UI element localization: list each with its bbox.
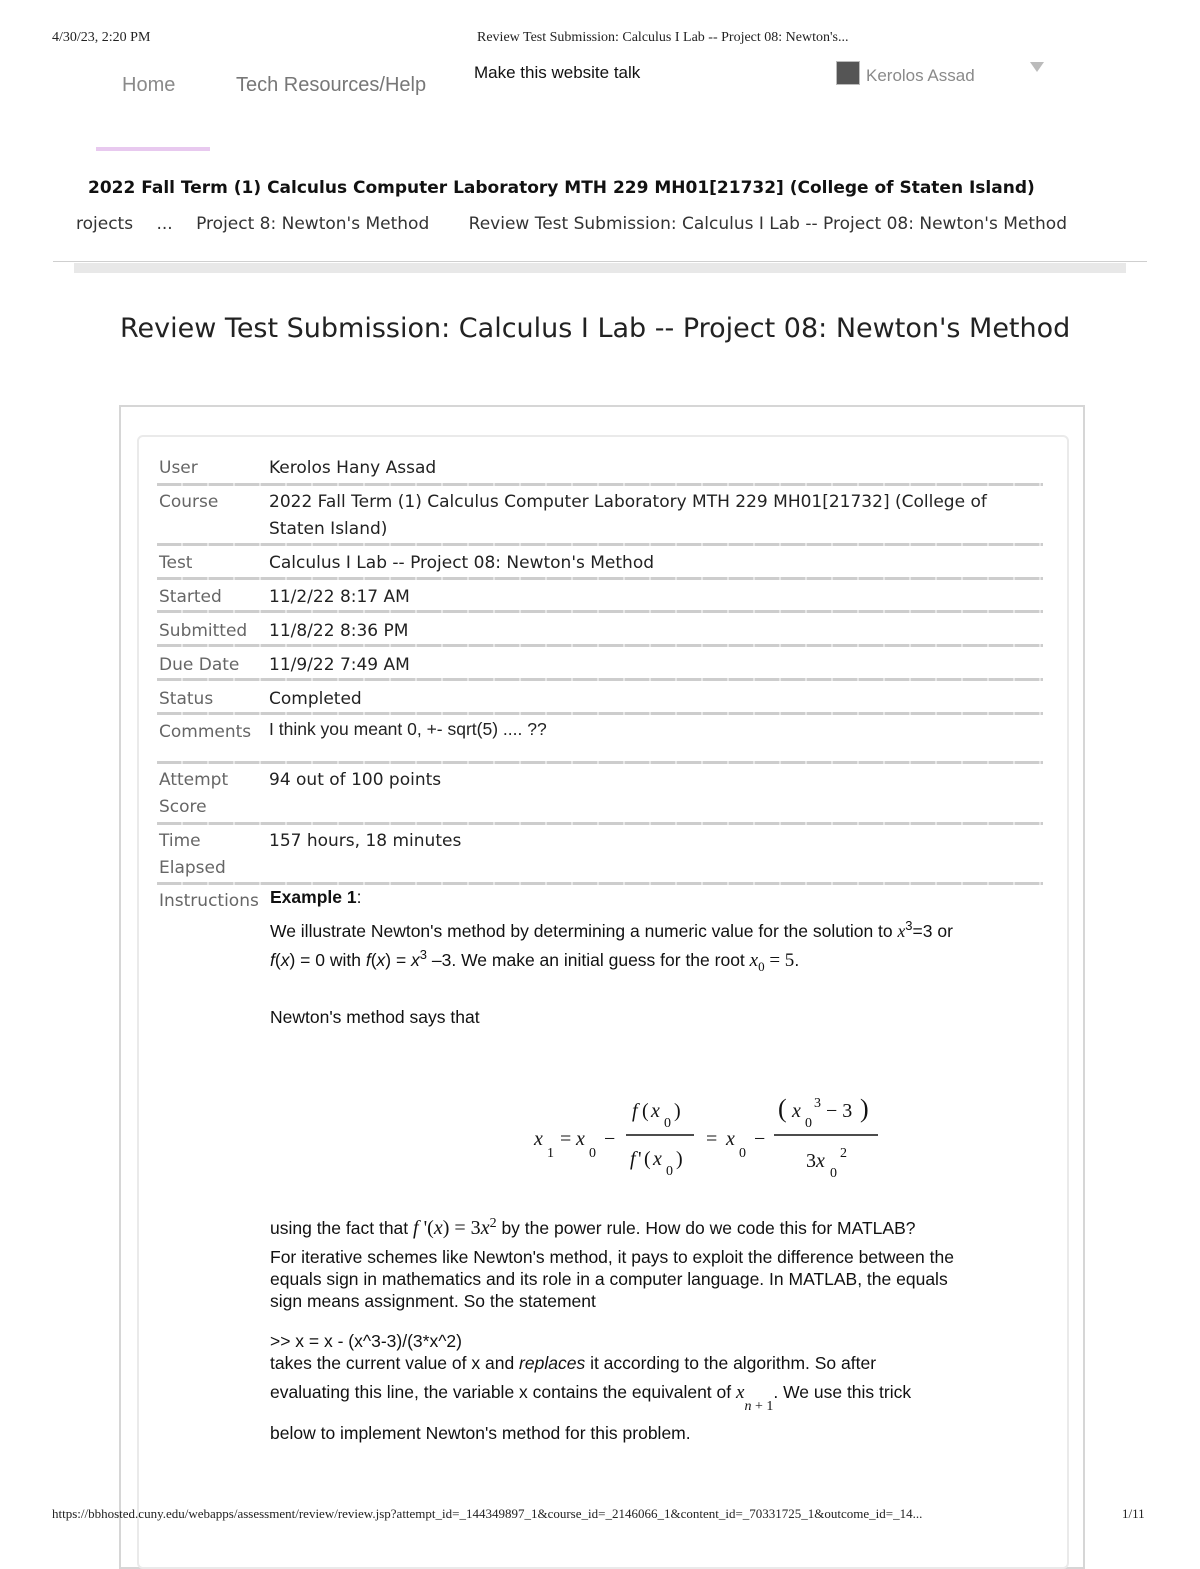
svg-text:0: 0: [739, 1146, 746, 1161]
instructions-paragraph-1-line1: We illustrate Newton's method by determining a numeric value for the solution to $x^3=3$ or: [270, 918, 953, 941]
matlab-code-line: >> x = x - (x^3-3)/(3*x^2): [270, 1331, 462, 1351]
nav-home-link[interactable]: [122, 74, 175, 97]
row-divider: [157, 644, 1043, 647]
chevron-down-icon[interactable]: [1030, 62, 1044, 72]
breadcrumb-ellipsis[interactable]: ...: [156, 214, 173, 234]
example-heading: Example 1:: [270, 887, 362, 907]
svg-text:f: f: [630, 1148, 636, 1170]
make-website-talk-button[interactable]: Make this website talk: [474, 63, 641, 82]
course-value-line1: 2022 Fall Term (1) Calculus Computer Laboratory MTH 229 MH01[21732] (College of: [269, 492, 987, 512]
svg-text:(: (: [642, 1100, 649, 1122]
row-divider: [157, 822, 1043, 825]
row-divider: [157, 543, 1043, 546]
breadcrumb-project-8[interactable]: Project 8: Newton's Method: [196, 214, 430, 234]
svg-text:': ': [638, 1148, 642, 1170]
svg-text:(: (: [778, 1094, 787, 1123]
svg-text:−: −: [754, 1128, 766, 1150]
svg-text:(: (: [644, 1148, 651, 1170]
comments-value: I think you meant 0, +- sqrt(5) .... ??: [269, 719, 547, 739]
svg-text:x: x: [726, 1128, 735, 1150]
instructions-paragraph-3-line2: equals sign in mathematics and its role in a computer language. In MATLAB, the equals: [270, 1269, 948, 1289]
svg-text:x: x: [534, 1128, 543, 1150]
time-elapsed-value: 157 hours, 18 minutes: [269, 831, 462, 851]
instructions-paragraph-3-line3: sign means assignment. So the statement: [270, 1291, 596, 1311]
started-label: Started: [159, 587, 222, 607]
svg-text:1: 1: [547, 1146, 554, 1161]
page-title: Review Test Submission: Calculus I Lab -- Project 08: Newton's Method: [120, 313, 1071, 344]
newton-formula: [520, 1085, 900, 1185]
course-label: Course: [159, 492, 219, 512]
time-elapsed-label-line1: Time: [159, 831, 201, 851]
svg-text:x: x: [651, 1100, 660, 1122]
row-divider: [157, 610, 1043, 613]
instructions-paragraph-3-line1: For iterative schemes like Newton's method, it pays to exploit the difference between the: [270, 1247, 954, 1267]
instructions-paragraph-5: evaluating this line, the variable x contains the equivalent of $x_n$ $_{+ 1}$. We use this trick: [270, 1382, 912, 1414]
nav-home-label: Home: [122, 74, 176, 96]
submitted-label: Submitted: [159, 621, 248, 641]
content-bar: [74, 263, 1126, 273]
svg-text:0: 0: [589, 1146, 596, 1161]
svg-text:0: 0: [666, 1164, 673, 1179]
course-value-line2: Staten Island): [269, 519, 388, 539]
row-divider: [157, 678, 1043, 681]
started-value: 11/2/22 8:17 AM: [269, 587, 410, 607]
svg-text:0: 0: [664, 1116, 671, 1131]
svg-text:x: x: [576, 1128, 585, 1150]
attempt-score-value: 94 out of 100 points: [269, 770, 442, 790]
svg-text:−: −: [604, 1128, 616, 1150]
breadcrumb: [72, 214, 1067, 234]
row-divider: [157, 761, 1043, 764]
avatar: [836, 61, 860, 85]
instructions-paragraph-1-line2: f(x) = 0 with $f(x) = x^3$ –3. We make an initial guess for the root $x_0 = 5$.: [270, 947, 800, 974]
svg-text:0: 0: [805, 1116, 812, 1131]
due-date-value: 11/9/22 7:49 AM: [269, 655, 410, 675]
print-page-number: 1/11: [1122, 1506, 1145, 1521]
user-name: Kerolos Assad: [866, 66, 975, 85]
svg-text:2: 2: [840, 1146, 847, 1161]
comments-label: Comments: [159, 722, 252, 742]
svg-text:=: =: [706, 1128, 718, 1150]
row-divider: [157, 712, 1043, 715]
svg-text:3: 3: [814, 1096, 821, 1111]
status-value: Completed: [269, 689, 362, 709]
user-label: User: [159, 458, 198, 478]
svg-text:f: f: [632, 1100, 638, 1122]
print-title: Review Test Submission: Calculus I Lab -- Project 08: Newton's...: [477, 30, 849, 45]
svg-text:0: 0: [830, 1166, 837, 1181]
svg-text:x: x: [653, 1148, 662, 1170]
instructions-paragraph-6: below to implement Newton's method for this problem.: [270, 1423, 691, 1443]
print-url: https://bbhosted.cuny.edu/webapps/assessment/review/review.jsp?attempt_id=_144349897_1&course_id=_2146066_1&content_id=_70331725_1&outcome_id=_14...: [52, 1506, 923, 1521]
attempt-score-label-line2: Score: [159, 797, 207, 817]
course-title: 2022 Fall Term (1) Calculus Computer Laboratory MTH 229 MH01[21732] (College of Staten Island): [88, 178, 1035, 198]
row-divider: [157, 882, 1043, 885]
nav-tech-help-link[interactable]: Tech Resources/Help: [236, 74, 427, 96]
row-divider: [157, 483, 1043, 486]
instructions-paragraph-4: takes the current value of x and replaces it according to the algorithm. So after: [270, 1353, 877, 1373]
svg-text:x: x: [792, 1100, 801, 1122]
svg-text:): ): [860, 1094, 869, 1123]
header-divider: [53, 261, 1147, 262]
breadcrumb-projects[interactable]: rojects: [76, 214, 134, 234]
time-elapsed-label-line2: Elapsed: [159, 858, 226, 878]
svg-text:3: 3: [806, 1150, 816, 1172]
status-label: Status: [159, 689, 214, 709]
user-menu[interactable]: [836, 61, 975, 86]
instructions-label: Instructions: [159, 891, 259, 911]
instructions-paragraph-2: using the fact that f '$(x) = 3x^2$ by the power rule. How do we code this for MATLAB?: [270, 1216, 916, 1239]
svg-text:− 3: − 3: [826, 1100, 853, 1122]
active-nav-indicator: [96, 147, 210, 151]
svg-text:): ): [676, 1148, 683, 1170]
svg-text:x: x: [816, 1150, 825, 1172]
attempt-score-label-line1: Attempt: [159, 770, 229, 790]
svg-text:): ): [674, 1100, 681, 1122]
submitted-value: 11/8/22 8:36 PM: [269, 621, 409, 641]
test-value: Calculus I Lab -- Project 08: Newton's Method: [269, 553, 655, 573]
due-date-label: Due Date: [159, 655, 240, 675]
newton-method-says: Newton's method says that: [270, 1007, 480, 1027]
svg-text:=: =: [560, 1128, 572, 1150]
user-value: Kerolos Hany Assad: [269, 458, 437, 478]
print-date: 4/30/23, 2:20 PM: [52, 30, 151, 45]
breadcrumb-review-submission: Review Test Submission: Calculus I Lab -- Project 08: Newton's Method: [468, 214, 1067, 234]
test-label: Test: [159, 553, 193, 573]
row-divider: [157, 577, 1043, 580]
